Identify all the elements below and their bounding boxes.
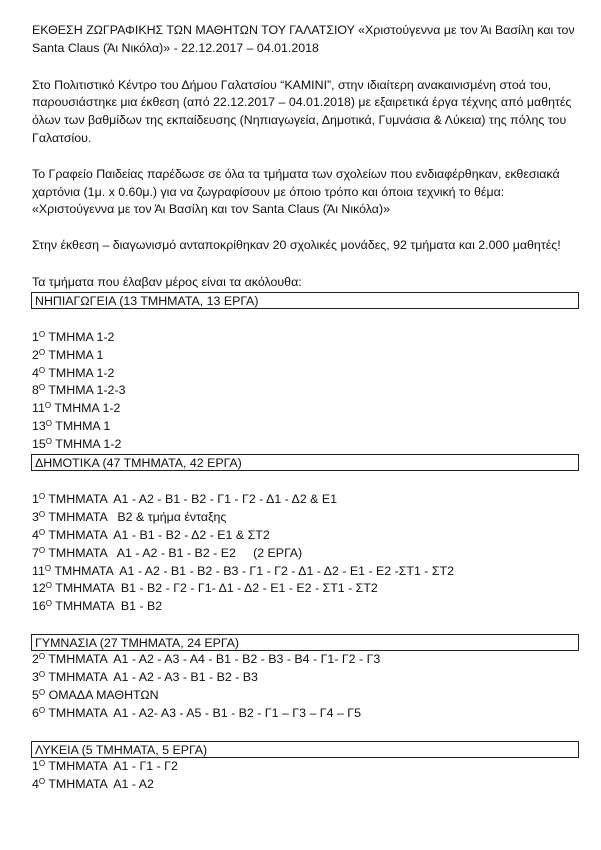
item-text: ΤΜΗΜΑΤΑ Α1 - Α2- Α3 - Α5 - Β1 - Β2 - Γ1 – Γ3 – Γ4 – Γ5 xyxy=(45,705,361,720)
document-title: ΕΚΘΕΣΗ ΖΩΓΡΑΦΙΚΗΣ ΤΩΝ ΜΑΘΗΤΩΝ ΤΟΥ ΓΑΛΑΤΣΙΟΥ «Χριστούγεννα με τον Άι Βασίλη και τον Santa Claus (Άι Νικόλα)» - 22.12.2017 – 04.01.2018 xyxy=(32,23,575,55)
list-item xyxy=(32,669,580,687)
item-number: 8 xyxy=(32,383,39,398)
list-item xyxy=(32,705,580,723)
item-number: 4 xyxy=(32,365,39,380)
item-ordinal-suffix: Ο xyxy=(38,688,46,698)
item-text: ΤΜΗΜΑΤΑ Α1 - Α2 - Β1 - Β2 - Γ1 - Γ2 - Δ1 - Δ2 & Ε1 xyxy=(45,492,338,506)
item-text: ΤΜΗΜΑΤΑ Α1 - Α2 - Α3 - Α4 - Β1 - Β2 - Β3 - Β4 - Γ1- Γ2 - Γ3 xyxy=(45,652,381,667)
intro-paragraph: Στο Πολιτιστικό Κέντρο του Δήμου Γαλατσίου “ΚΑΜΙΝΙ”, στην ιδιαίτερη ανακαινισμένη στοά του, παρουσιάστηκε μια έκθεση (από 22.12.2017 – 04.01.2018) με εξαιρετικά έργα τέχνης από μαθητές όλων των βαθμίδων της εκπαίδευσης (Νηπιαγωγεία, Δημοτικά, Γυμνάσια & Λύκεια) της πόλης του Γαλατσίου. xyxy=(32,77,572,145)
item-ordinal-suffix: Ο xyxy=(38,329,46,339)
item-number: 1 xyxy=(32,758,39,773)
section-list-primary xyxy=(32,491,580,616)
list-item xyxy=(32,509,580,527)
section-list-lyceums xyxy=(32,758,580,794)
item-number: 7 xyxy=(32,545,39,560)
item-number: 3 xyxy=(32,509,39,524)
item-text: ΤΜΗΜΑ 1 xyxy=(45,347,104,362)
item-text: ΤΜΗΜΑΤΑ Β1 - Β2 xyxy=(52,599,163,614)
item-ordinal-suffix: Ο xyxy=(38,347,46,357)
item-text: ΤΜΗΜΑΤΑ Β2 & τμήμα ένταξης xyxy=(45,509,227,524)
item-ordinal-suffix: Ο xyxy=(38,776,46,786)
item-ordinal-suffix: Ο xyxy=(45,581,53,591)
item-number: 11 xyxy=(32,401,45,416)
item-number: 13 xyxy=(32,419,46,434)
item-number: 15 xyxy=(32,437,46,452)
item-ordinal-suffix: Ο xyxy=(38,670,46,680)
section-heading-gymnasiums: ΓΥΜΝΑΣΙΑ (27 ΤΜΗΜΑΤΑ, 24 ΕΡΓΑ) xyxy=(31,634,579,651)
item-number: 11 xyxy=(32,563,45,578)
list-lead: Τα τμήματα που έλαβαν μέρος είναι τα ακόλουθα: xyxy=(32,274,302,289)
document-page xyxy=(32,22,580,794)
item-text: ΤΜΗΜΑ 1-2 xyxy=(45,329,115,344)
item-text: ΤΜΗΜΑΤΑ Α1 - Α2 - Β1 - Β2 - Ε2 (2 ΕΡΓΑ) xyxy=(45,545,303,560)
item-number: 1 xyxy=(32,492,39,506)
item-text: ΤΜΗΜΑ 1-2 xyxy=(45,365,115,380)
list-item xyxy=(32,400,580,418)
item-ordinal-suffix: Ο xyxy=(44,563,52,573)
item-number: 2 xyxy=(32,347,39,362)
item-text: ΤΜΗΜΑ 1-2 xyxy=(52,437,122,452)
item-text: ΤΜΗΜΑΤΑ Β1 - Β2 - Γ2 - Γ1- Δ1 - Δ2 - Ε1 - Ε2 - ΣΤ1 - ΣΤ2 xyxy=(52,581,378,596)
list-item xyxy=(32,776,580,794)
list-item xyxy=(32,563,580,581)
list-item xyxy=(32,365,580,383)
item-number: 12 xyxy=(32,581,46,596)
details-paragraph: Το Γραφείο Παιδείας παρέδωσε σε όλα τα τμήματα των σχολείων που ενδιαφέρθηκαν, εκθεσιακά χαρτόνια (1μ. x 0.60μ.) για να ζωγραφίσουν με όποιο τρόπο και όποια τεχνική το θέμα: «Χριστούγεννα με τον Άι Βασίλη και τον Santa Claus (Άι Νικόλα)» xyxy=(32,166,560,217)
participation-paragraph: Στην έκθεση – διαγωνισμό ανταποκρίθηκαν 20 σχολικές μονάδες, 92 τμήματα και 2.000 μαθητές! xyxy=(32,238,561,253)
item-number: 4 xyxy=(32,527,39,542)
item-text: ΤΜΗΜΑΤΑ Α1 - Α2 - Α3 - Β1 - Β2 - Β3 xyxy=(45,670,258,685)
item-ordinal-suffix: Ο xyxy=(38,365,46,375)
list-item xyxy=(32,545,580,563)
item-number: 3 xyxy=(32,670,39,685)
item-text: ΤΜΗΜΑΤΑ Α1 - Β1 - Β2 - Δ2 - Ε1 & ΣΤ2 xyxy=(45,527,270,542)
item-ordinal-suffix: Ο xyxy=(38,705,46,715)
item-number: 16 xyxy=(32,599,46,614)
item-text: ΤΜΗΜΑΤΑ Α1 - Γ1 - Γ2 xyxy=(45,758,178,773)
list-item xyxy=(32,651,580,669)
list-item xyxy=(32,418,580,436)
item-text: ΤΜΗΜΑ 1-2-3 xyxy=(45,383,126,398)
list-item xyxy=(32,329,580,347)
item-ordinal-suffix: Ο xyxy=(45,599,53,609)
item-ordinal-suffix: Ο xyxy=(45,437,53,447)
section-heading-lyceums: ΛΥΚΕΙΑ (5 ΤΜΗΜΑΤΑ, 5 ΕΡΓΑ) xyxy=(31,741,579,758)
item-ordinal-suffix: Ο xyxy=(38,545,46,555)
item-text: ΤΜΗΜΑΤΑ Α1 - Α2 - Β1 - Β2 - Β3 - Γ1 - Γ2 - Δ1 - Δ2 - Ε1 - Ε2 -ΣΤ1 - ΣΤ2 xyxy=(51,563,454,578)
item-ordinal-suffix: Ο xyxy=(38,652,46,662)
item-ordinal-suffix: Ο xyxy=(38,758,46,768)
item-number: 4 xyxy=(32,776,39,791)
list-item xyxy=(32,598,580,616)
item-ordinal-suffix: Ο xyxy=(38,527,46,537)
section-list-gymnasiums xyxy=(32,651,580,723)
list-item xyxy=(32,382,580,400)
item-number: 2 xyxy=(32,652,39,667)
item-ordinal-suffix: Ο xyxy=(44,401,52,411)
list-item xyxy=(32,436,580,454)
item-ordinal-suffix: Ο xyxy=(38,492,46,501)
list-item xyxy=(32,580,580,598)
item-text: ΤΜΗΜΑ 1-2 xyxy=(51,401,121,416)
item-ordinal-suffix: Ο xyxy=(38,509,46,519)
list-item xyxy=(32,687,580,705)
item-number: 1 xyxy=(32,329,39,344)
item-ordinal-suffix: Ο xyxy=(38,383,46,393)
item-text: ΤΜΗΜΑΤΑ Α1 - Α2 xyxy=(45,776,154,791)
item-number: 5 xyxy=(32,688,39,703)
item-text: ΤΜΗΜΑ 1 xyxy=(52,419,111,434)
list-item xyxy=(32,347,580,365)
list-item xyxy=(32,527,580,545)
item-ordinal-suffix: Ο xyxy=(45,419,53,429)
section-list-kindergartens xyxy=(32,329,580,454)
section-heading-primary: ΔΗΜΟΤΙΚΑ (47 ΤΜΗΜΑΤΑ, 42 ΕΡΓΑ) xyxy=(31,454,579,471)
list-item xyxy=(32,491,580,509)
list-item xyxy=(32,758,580,776)
item-text: ΟΜΑΔΑ ΜΑΘΗΤΩΝ xyxy=(45,688,159,703)
item-number: 6 xyxy=(32,705,39,720)
section-heading-kindergartens: ΝΗΠΙΑΓΩΓΕΙΑ (13 ΤΜΗΜΑΤΑ, 13 ΕΡΓΑ) xyxy=(31,292,579,309)
